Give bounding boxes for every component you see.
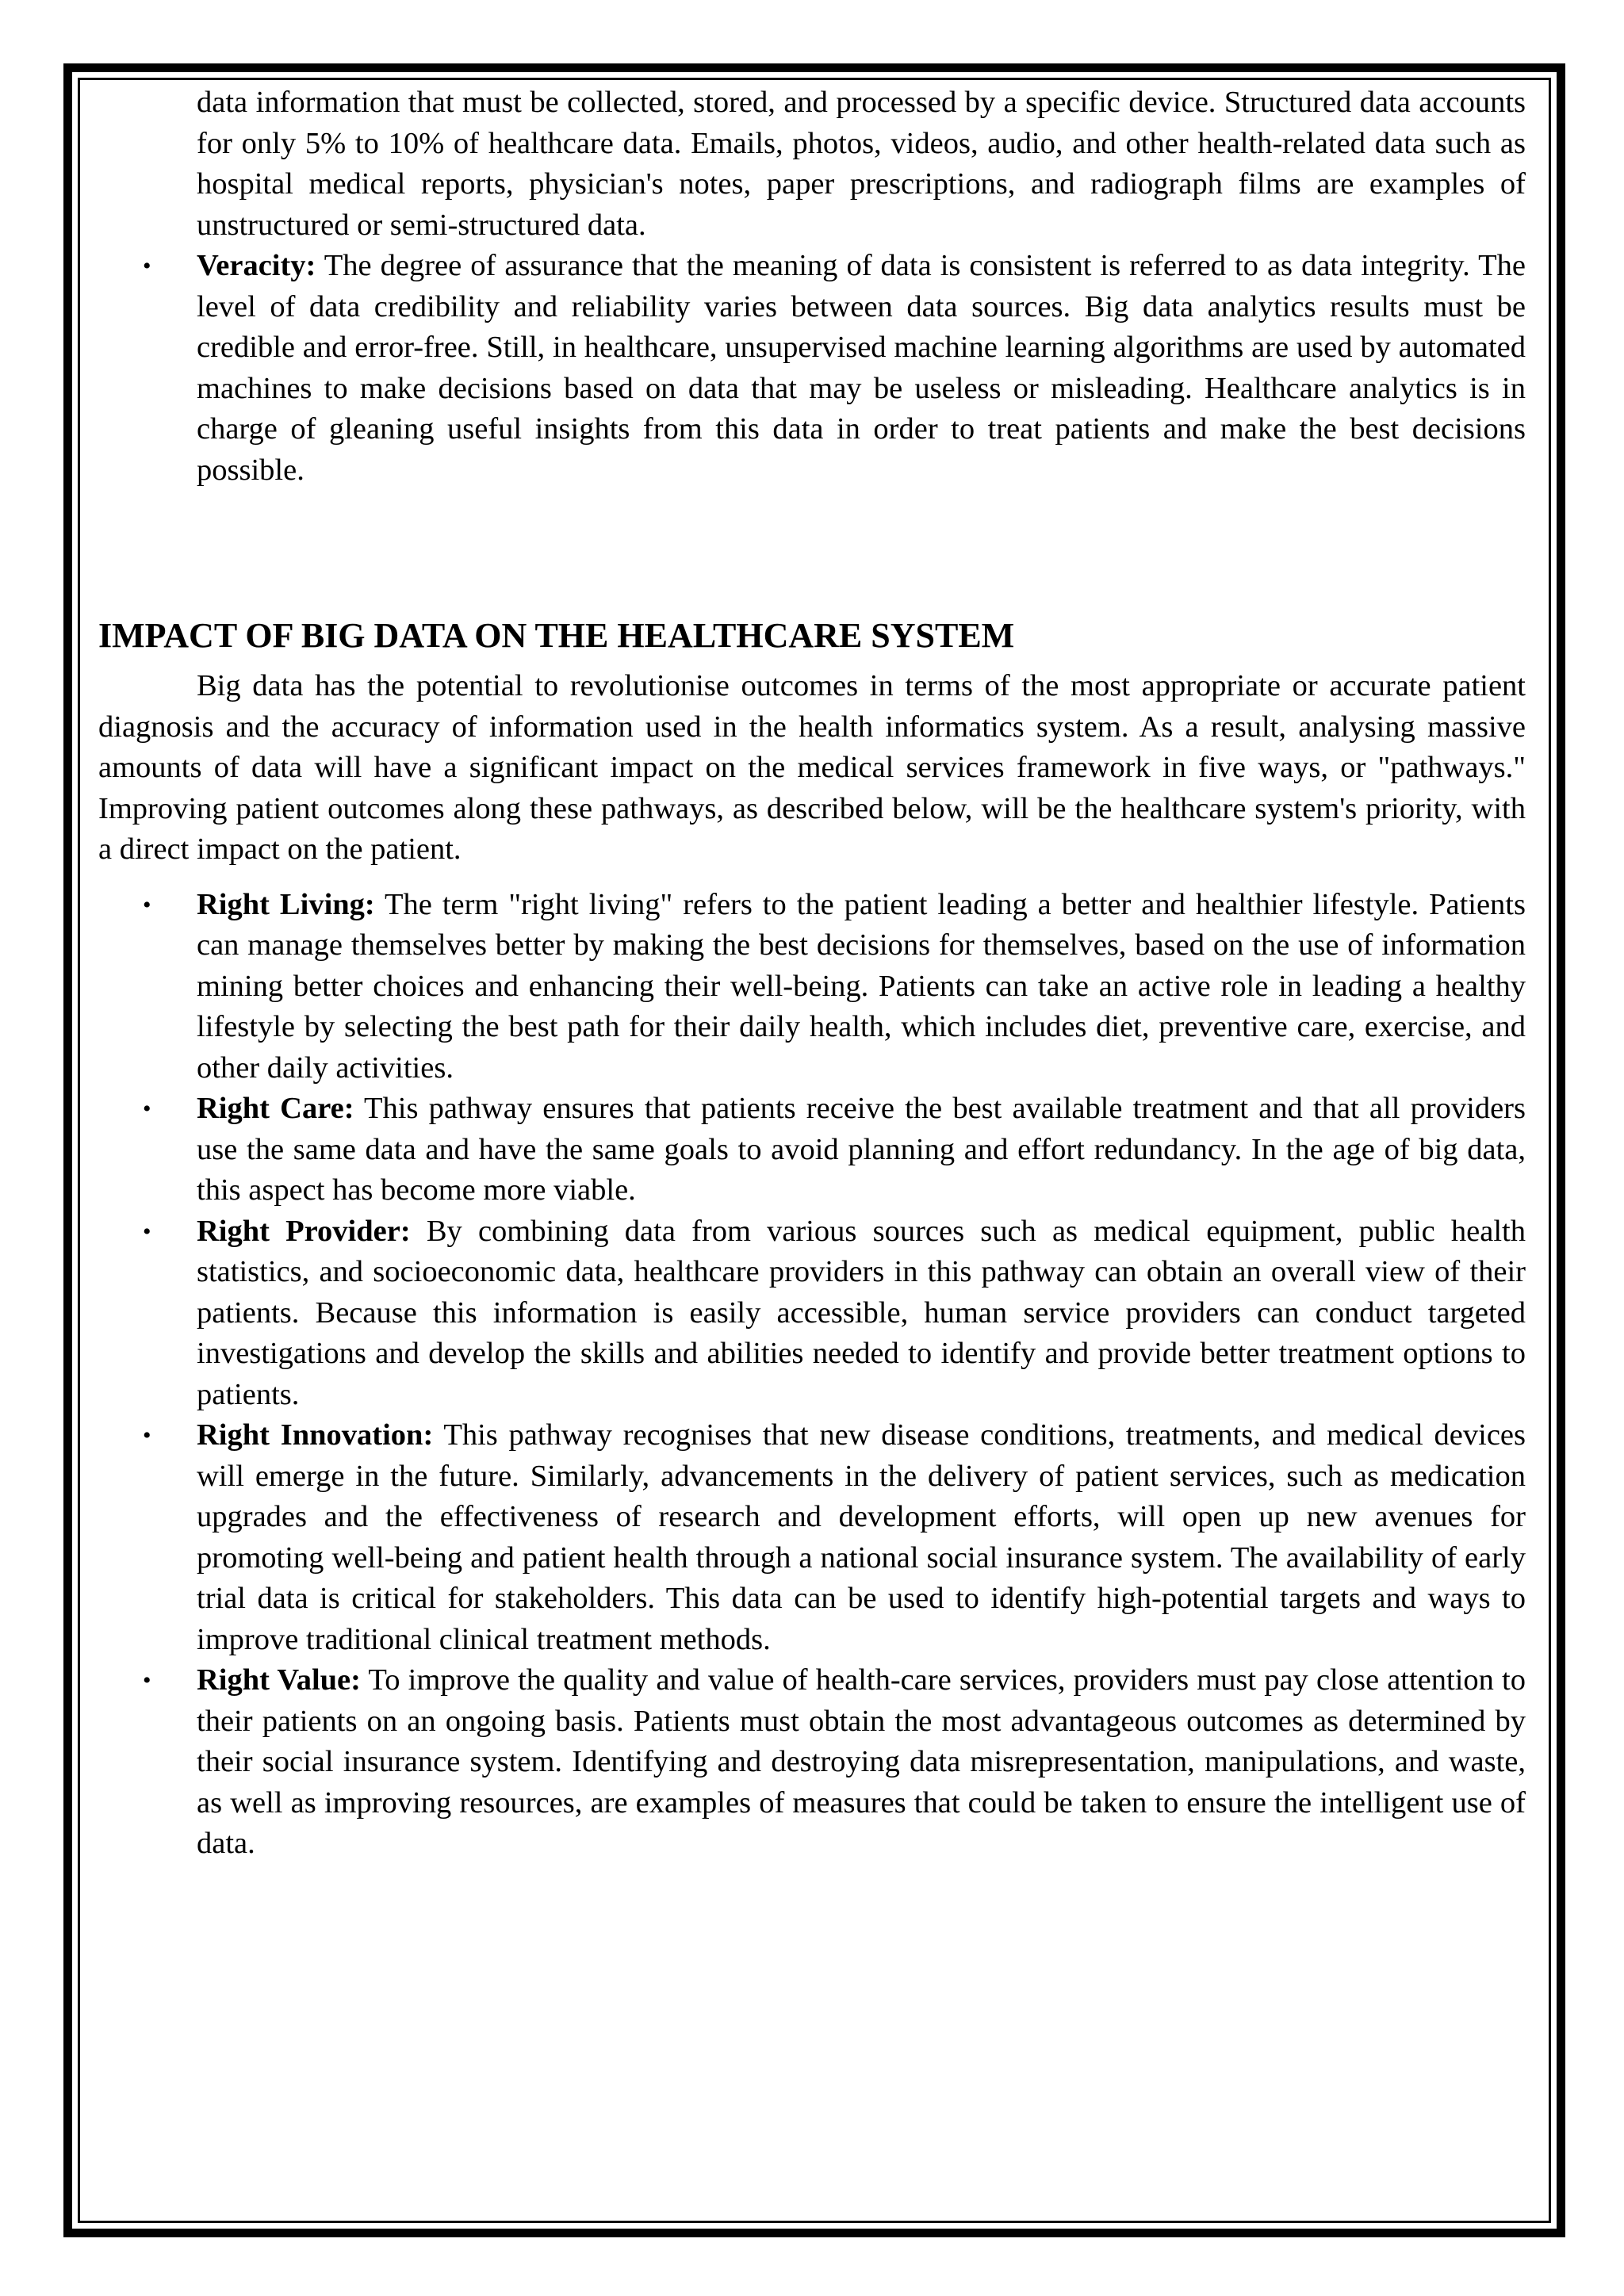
term-right-living: Right Living:: [197, 887, 375, 921]
list-item-right-value: [98, 1660, 1526, 1865]
list-item-right-provider: [98, 1211, 1526, 1416]
term-right-care: Right Care:: [197, 1092, 354, 1125]
section-heading: IMPACT OF BIG DATA ON THE HEALTHCARE SYSTEM: [98, 616, 1015, 655]
bullet-dot: •: [143, 1096, 151, 1122]
text-right-care: This pathway ensures that patients receive the best available treatment and that all providers use the same data and have the same goals to avoid planning and effort redundancy. In the age of big data, this aspect has become more viable.: [197, 1092, 1526, 1207]
document-body: [98, 82, 1526, 1865]
bullet-dot: •: [143, 1422, 151, 1448]
bullet-dot: •: [143, 891, 151, 918]
list-item-right-care: [98, 1089, 1526, 1211]
text-right-provider: By combining data from various sources such as medical equipment, public health statistics, and socioeconomic data, healthcare providers in this pathway can obtain an overall view of their patients. Because this information is easily accessible, human service providers can conduct targeted investigations and develop the skills and abilities needed to identify and provide better treatment options to patients.: [197, 1214, 1526, 1411]
list-item-right-innovation: [98, 1415, 1526, 1660]
continuation-paragraph: data information that must be collected, stored, and processed by a specific device. Structured data accounts for only 5% to 10% of healthcare data. Emails, photos, videos, audio, and other health-related data such as hospital medical reports, physician's notes, paper prescriptions, and radiograph films are examples of unstructured or semi-structured data.: [197, 86, 1526, 242]
section-intro-paragraph: Big data has the potential to revolutionise outcomes in terms of the most appropriate or accurate patient diagnosis and the accuracy of information used in the health informatics system. As a result, analysing massive amounts of data will have a significant impact on the medical services framework in five ways, or "pathways." Improving patient outcomes along these pathways, as described below, will be the healthcare system's priority, with a direct impact on the patient.: [98, 669, 1526, 866]
term-right-value: Right Value:: [197, 1663, 361, 1697]
term-right-innovation: Right Innovation:: [197, 1418, 434, 1452]
list-item-veracity: [98, 246, 1526, 491]
text-right-value: To improve the quality and value of health-care services, providers must pay close attention to their patients on an ongoing basis. Patients must obtain the most advantageous outcomes as determined by their social insurance system. Identifying and destroying data misrepresentation, manipulations, and waste, as well as improving resources, are examples of measures that could be taken to ensure the intelligent use of data.: [197, 1663, 1526, 1860]
text-right-living: The term "right living" refers to the patient leading a better and healthier lifestyle. Patients can manage themselves better by making the best decisions for themselves, based on the use of information mining better choices and enhancing their well-being. Patients can take an active role in leading a healthy lifestyle by selecting the best path for their daily health, which includes diet, preventive care, exercise, and other daily activities.: [197, 887, 1526, 1085]
bullet-dot: •: [143, 1218, 151, 1245]
section-spacer: [98, 491, 1526, 614]
bullet-dot: •: [143, 253, 151, 279]
term-right-provider: Right Provider:: [197, 1214, 411, 1248]
text-veracity: The degree of assurance that the meaning of data is consistent is referred to as data integrity. The level of data credibility and reliability varies between data sources. Big data analytics results must be credible and error-free. Still, in healthcare, unsupervised machine learning algorithms are used by automated machines to make decisions based on data that may be useless or misleading. Healthcare analytics is in charge of gleaning useful insights from this data in order to treat patients and make the best decisions possible.: [197, 249, 1526, 487]
list-item-right-living: [98, 885, 1526, 1089]
bullet-dot: •: [143, 1667, 151, 1693]
veracity-list: [98, 246, 1526, 491]
pathways-list: [98, 885, 1526, 1865]
term-veracity: Veracity:: [197, 249, 316, 282]
text-right-innovation: This pathway recognises that new disease conditions, treatments, and medical devices will emerge in the future. Similarly, advancements in the delivery of patient services, such as medication upgrades and the effectiveness of research and development efforts, will open up new avenues for promoting well-being and patient health through a national social insurance system. The availability of early trial data is critical for stakeholders. This data can be used to identify high-potential targets and ways to improve traditional clinical treatment methods.: [197, 1418, 1526, 1656]
